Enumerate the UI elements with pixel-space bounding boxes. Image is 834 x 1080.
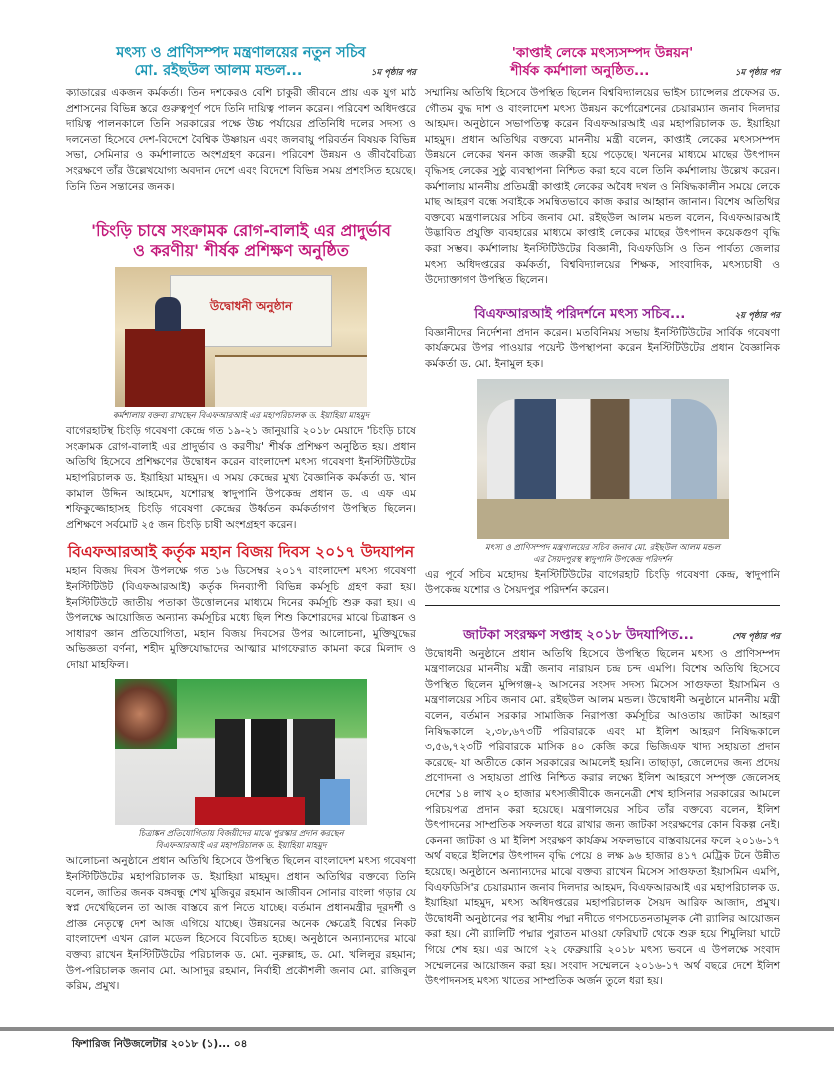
article-body: বিজ্ঞানীদের নির্দেশনা প্রদান করেন। মতবিনিময় সভায় ইনস্টিটিউটের সার্বিক গবেষণা কার্যক্রমের উপর পাওয়ার পয়েন্ট উপস্থাপনা করেন ইনস্টিটিউটের প্রধান বৈজ্ঞানিক কর্মকর্তা ড. মো. ইনামুল হক। (425, 326, 780, 370)
training-photo (115, 267, 367, 407)
award-photo (115, 679, 367, 825)
prize-table (195, 797, 305, 825)
banner-text: উদ্বোধনী অনুষ্ঠান (209, 299, 293, 314)
photo-caption: কর্মশালায় বক্তব্য রাখছেন বিএফআরআই এর মহাপরিচালক ড. ইয়াহিয়া মাহমুদ (112, 410, 370, 421)
portrait (115, 679, 177, 749)
article-kaptai-workshop (425, 44, 780, 289)
footer-divider (0, 1027, 834, 1031)
article-title: জাটকা সংরক্ষণ সপ্তাহ ২০১৮ উদযাপিত... (463, 626, 694, 643)
article-jatka-week (425, 626, 780, 990)
continued-label: ১ম পৃষ্ঠার পর (370, 68, 416, 78)
article-title: 'চিংড়ি চাষে সংক্রামক রোগ-বালাই এর প্রাদুর্ভাব (91, 221, 391, 241)
article-title-text: মো. রইছউল আলম মন্ডল... (134, 63, 303, 79)
article-title: বিএফআরআই কর্তৃক মহান বিজয় দিবস ২০১৭ উদযাপন (67, 543, 415, 562)
article-title: 'কাপ্তাই লেকে মৎস্যসম্পদ উন্নয়ন' (511, 45, 694, 61)
article-title-text: শীর্ষক কর্মশালা অনুষ্ঠিত... (510, 63, 650, 79)
article-title: মৎস্য ও প্রাণিসম্পদ মন্ত্রণালয়ের নতুন সচিব (116, 45, 366, 61)
visit-photo (477, 379, 729, 539)
caption-line: চিত্রাঙ্কন প্রতিযোগিতায় বিজয়ীদের মাঝে পুরস্কার প্রদান করছেন (138, 828, 344, 839)
article-secretary-visit (425, 305, 780, 606)
divider (425, 605, 780, 606)
article-title-line2 (66, 62, 416, 80)
article-body: ক্যাডারের একজন কর্মকর্তা। তিন দশকেরও বেশি চাকুরী জীবনে প্রায় এক যুগ মাঠ প্রশাসনের বিভিন্ন স্তরে গুরুত্বপূর্ণ পদে তিনি দায়িত্ব পালন করেন। পরিবেশ অধিদপ্তরে দায়িত্ব পালনকালে তিনি সরকারের পক্ষে উচ্চ পর্যায়ের প্রতিনিধি দলের সদস্য ও দলনেতা হিসেবে দেশ-বিদেশে বৈশ্বিক উষ্ণায়ন এবং জলবায়ু পরিবর্তন বিষয়ক বিভিন্ন সভা, সেমিনার ও কর্মশালাতে অংশগ্রহণ করেন। পরিবেশ উন্নয়ন ও জীববৈচিত্র্য সংরক্ষণে তাঁর উল্লেখযোগ্য অবদান দেশে এবং বিদেশে বিভিন্ন সময় প্রশংসিত হয়েছে। তিনি তিন সন্তানের জনক। (66, 87, 416, 193)
photo-caption (66, 827, 416, 851)
tank (477, 499, 729, 539)
continued-label: ১ম পৃষ্ঠার পর (734, 68, 780, 78)
article-shrimp-training (66, 221, 416, 533)
article-title-line (425, 626, 780, 644)
article-title-line2 (425, 62, 780, 80)
caption-line: এর সৈয়দপুরস্থ স্বাদুপানি উপকেন্দ্র পরিদর্শন (533, 553, 672, 564)
child (320, 779, 350, 825)
caption-line: মৎস্য ও প্রাণিসম্পদ মন্ত্রণালয়ের সচিব জনাব মো. রইছউল আলম মন্ডল (485, 541, 720, 552)
article-title-line2: ও করণীয়' শীর্ষক প্রশিক্ষণ অনুষ্ঠিত (133, 241, 349, 261)
footer-page-label: ফিশারিজ নিউজলেটার ২০১৮ (১)... ০৪ (72, 1038, 248, 1050)
right-column (425, 44, 780, 990)
article-victory-day (66, 543, 416, 995)
article-body: মহান বিজয় দিবস উপলক্ষে গত ১৬ ডিসেম্বর ২০১৭ বাংলাদেশ মৎস্য গবেষণা ইনস্টিটিউট (বিএফআরআই) কর্তৃক দিনব্যাপী বিভিন্ন কর্মসূচি গ্রহণ করা হয়। ইনস্টিটিউটে জাতীয় পতাকা উত্তোলনের মাধ্যমে দিনের কর্মসূচি শুরু করা হয়। এ উপলক্ষে আয়োজিত অন্যান্য কর্মসূচির মধ্যে ছিল শিশু কিশোরদের মাঝে চিত্রাঙ্কন ও সাধারণ জ্ঞান প্রতিযোগিতা, মহান বিজয় দিবসের উপর আলোচনা, মুক্তিযুদ্ধের অভিজ্ঞতা বর্ণনা, শহীদ মুক্তিযোদ্ধাদের আত্মার মাগফেরাত কামনা করে মিলাদ ও দোয়া মাহফিল। (66, 565, 416, 671)
article-body: উদ্বোধনী অনুষ্ঠানে প্রধান অতিথি হিসেবে উপস্থিত ছিলেন মৎস্য ও প্রাণিসম্পদ মন্ত্রণালয়ের মাননীয় মন্ত্রী জনাব নারায়ন চন্দ্র চন্দ এমপি। বিশেষ অতিথি হিসেবে উপস্থিত ছিলেন মুন্সিগঞ্জ-২ আসনের সংসদ সদস্য মিসেস সাগুফতা ইয়াসমিন ও মন্ত্রণালয়ের সচিব জনাব মো. রইছউল আলম মন্ডল। উদ্বোধনী অনুষ্ঠানে মাননীয় মন্ত্রী বলেন, বর্তমান সরকার সামাজিক নিরাপত্তা কর্মসূচির আওতায় জাটকা আহরণ নিষিদ্ধকালে ২,৩৮,৬৭৩টি পরিবারকে এবং মা ইলিশ আহরণ নিষিদ্ধকালে ৩,৫৬,৭২৩টি পরিবারকে মাসিক ৪০ কেজি করে ভিজিএফ খাদ্য সহায়তা প্রদান করেছে- যা অতীতে কোন সরকারের আমলেই হয়নি। তাছাড়া, জেলেদের জন্য প্রদেয় প্রণোদনা ও সহায়তা প্রাপ্তি নিশ্চিত করার লক্ষ্যে ইলিশ আহরণে সম্পৃক্ত জেলেসহ দেশের ১৪ লাখ ২০ হাজার মৎস্যজীবীকে জননেত্রী শেখ হাসিনার সরকারের আমলে পরিচয়পত্র প্রদান করা হয়েছে। মন্ত্রণালয়ের সচিব তাঁর বক্তব্যে বলেন, ইলিশ উৎপাদনের সাম্প্রতিক সফলতা ধরে রাখার জন্য জাটকা সংরক্ষণের কোন বিকল্প নেই। কেননা জাটকা ও মা ইলিশ সংরক্ষণ কার্যক্রম সফলভাবে বাস্তবায়নের ফলে ২০১৬-১৭ অর্থ বছরে ইলিশের উৎপাদন বৃদ্ধি পেয়ে ৪ লক্ষ ৯৬ হাজার ৪১৭ মেট্রিক টনে উন্নীত হয়েছে। অনুষ্ঠানে অন্যান্যদের মাঝে বক্তব্য রাখেন মিসেস সাগুফতা ইয়াসমিন এমপি, বিএফডিসি'র চেয়ারম্যান জনাব দিলদার আহমদ, বিএফআরআই এর মহাপরিচালক ড. ইয়াহিয়া মাহমুদ, মৎস্য অধিদপ্তরের মহাপরিচালক সৈয়দ আরিফ আজাদ, প্রমুখ। উদ্বোধনী অনুষ্ঠানের পর স্থানীয় পদ্মা নদীতে গণসচেতনতামূলক নৌ র‍্যালির আয়োজন করা হয়। নৌ র‍্যালিটি পদ্মার পুরাতন মাওয়া ফেরিঘাট থেকে শুরু হয়ে শিমুলিয়া ঘাটে গিয়ে শেষ হয়। এর আগে ২২ ফেব্রুয়ারি ২০১৮ মৎস্য ভবনে এ উপলক্ষে সংবাদ সম্মেলনের আয়োজন করা হয়। সংবাদ সম্মেলনে ২০১৬-১৭ অর্থ বছরে দেশে ইলিশ উৎপাদনসহ মৎস্য খাতের সাম্প্রতিক অর্জন তুলে ধরা হয়। (425, 647, 780, 988)
article-body: এর পূর্বে সচিব মহোদয় ইনস্টিটিউটের বাগেরহাট চিংড়ি গবেষণা কেন্দ্র, স্বাদুপানি উপকেন্দ্র যশোর ও সৈয়দপুর পরিদর্শন করেন। (425, 568, 780, 597)
photo-caption (425, 541, 780, 565)
podium (125, 329, 205, 407)
left-column (66, 44, 416, 995)
article-body: সম্মানিয় অতিথি হিসেবে উপস্থিত ছিলেন বিশ্ববিদ্যালয়ের ভাইস চ্যান্সেলর প্রফেসর ড. গৌতম বুদ্ধ দাশ ও বাংলাদেশ মৎস্য উন্নয়ন কর্পোরেশনের চেয়ারম্যান জনাব দিলদার আহমদ। অনুষ্ঠানে সভাপতিত্ব করেন বিএফআরআই এর মহাপরিচালক ড. ইয়াহিয়া মাহমুদ। প্রধান অতিথির বক্তব্যে মাননীয় মন্ত্রী বলেন, কাপ্তাই লেকের মৎস্যসম্পদ উন্নয়নে লেকের খনন কাজ জরুরী হয়ে পড়েছে। খননের মাধ্যমে মাছের উৎপাদন বৃদ্ধিসহ লেকের সুষ্ঠু ব্যবস্থাপনা নিশ্চিত করা হবে বলে তিনি কর্মশালায় উল্লেখ করেন। কর্মশালায় মাননীয় প্রতিমন্ত্রী কাপ্তাই লেকের অবৈধ দখল ও নিষিদ্ধকালীন সময়ে লেকে মাছ আহরণ বন্ধে সবাইকে সমন্বিতভাবে কাজ করার আহ্বান জানান। বিশেষ অতিথির বক্তব্যে মন্ত্রণালয়ের সচিব জনাব মো. রইছউল আলম মন্ডল বলেন, বিএফআরআই উদ্ভাবিত প্রযুক্তি ব্যবহারের মাধ্যমে কাপ্তাই লেকের মাছের উৎপাদন কয়েকগুণ বৃদ্ধি করা সম্ভব। কর্মশালায় ইনস্টিটিউটের বিজ্ঞানী, বিএফডিসি ও তিন পার্বত্য জেলার মৎস্য অধিদপ্তরের কর্মকর্তা, বিশ্ববিদ্যালয়ের শিক্ষক, সাংবাদিক, মৎস্যচাষী ও উদ্যোক্তাগণ উপস্থিত ছিলেন। (425, 87, 780, 287)
article-new-secretary (66, 44, 416, 195)
continued-label: শেষ পৃষ্ঠার পর (732, 631, 780, 642)
article-body: আলোচনা অনুষ্ঠানে প্রধান অতিথি হিসেবে উপস্থিত ছিলেন বাংলাদেশ মৎস্য গবেষণা ইনস্টিটিউটের মহাপরিচালক ড. ইয়াহিয়া মাহমুদ। প্রধান অতিথির বক্তব্যে তিনি বলেন, জাতির জনক বঙ্গবন্ধু শেখ মুজিবুর রহমান আজীবন সোনার বাংলা গড়ার যে স্বপ্ন দেখেছিলেন তা আজ বাস্তবে রূপ নিতে যাচ্ছে। বর্তমান প্রধানমন্ত্রীর দূরদর্শী ও প্রাজ্ঞ নেতৃত্বে দেশ আজ এগিয়ে যাচ্ছে। উন্নয়নের অনেক ক্ষেত্রেই বিশ্বের নিকট বাংলাদেশ এখন রোল মডেল হিসেবে বিবেচিত হচ্ছে। অনুষ্ঠানে অন্যান্যদের মাঝে বক্তব্য রাখেন ইনস্টিটিউটের পরিচালক ড. মো. নুরুল্লাহ, ড. মো. খলিলুর রহমান; উপ-পরিচালক জনাব মো. আসাদুর রহমান, নির্বাহী প্রকৌশলী জনাব মো. রাজিবুল করিম, প্রমুখ। (66, 855, 416, 993)
article-title: বিএফআরআই পরিদর্শনে মৎস্য সচিব... (474, 305, 686, 322)
continued-label: ২য় পৃষ্ঠার পর (734, 310, 780, 321)
article-body: বাগেরহাটস্থ চিংড়ি গবেষণা কেন্দ্রে গত ১৯-২১ জানুয়ারি ২০১৮ মেয়াদে 'চিংড়ি চাষে সংক্রামক রোগ-বালাই এর প্রাদুর্ভাব ও করণীয়' শীর্ষক প্রশিক্ষণ অনুষ্ঠিত হয়। প্রধান অতিথি হিসেবে প্রশিক্ষণের উদ্বোধন করেন বাংলাদেশ মৎস্য গবেষণা ইনস্টিটিউটের মহাপরিচালক ড. ইয়াহিয়া মাহমুদ। এ সময় কেন্দ্রের মুখ্য বৈজ্ঞানিক কর্মকর্তা ড. খান কামাল উদ্দিন আহমেদ, যশোরস্থ স্বাদুপানি উপকেন্দ্র প্রধান ড. এ এফ এম শফিকুজ্জোহাসহ চিংড়ি গবেষণা কেন্দ্রের উর্ধ্বতন কর্মকর্তাগণ উপস্থিত ছিলেন। প্রশিক্ষণে সর্বমোট ২৫ জন চিংড়ি চাষী অংশগ্রহণ করেন। (66, 425, 416, 531)
people (487, 399, 717, 509)
article-title-line (425, 305, 780, 323)
caption-line: বিএফআরআই এর মহাপরিচালক ড. ইয়াহিয়া মাহমুদ (155, 840, 327, 851)
speaker (155, 297, 181, 331)
head-table (215, 355, 367, 407)
